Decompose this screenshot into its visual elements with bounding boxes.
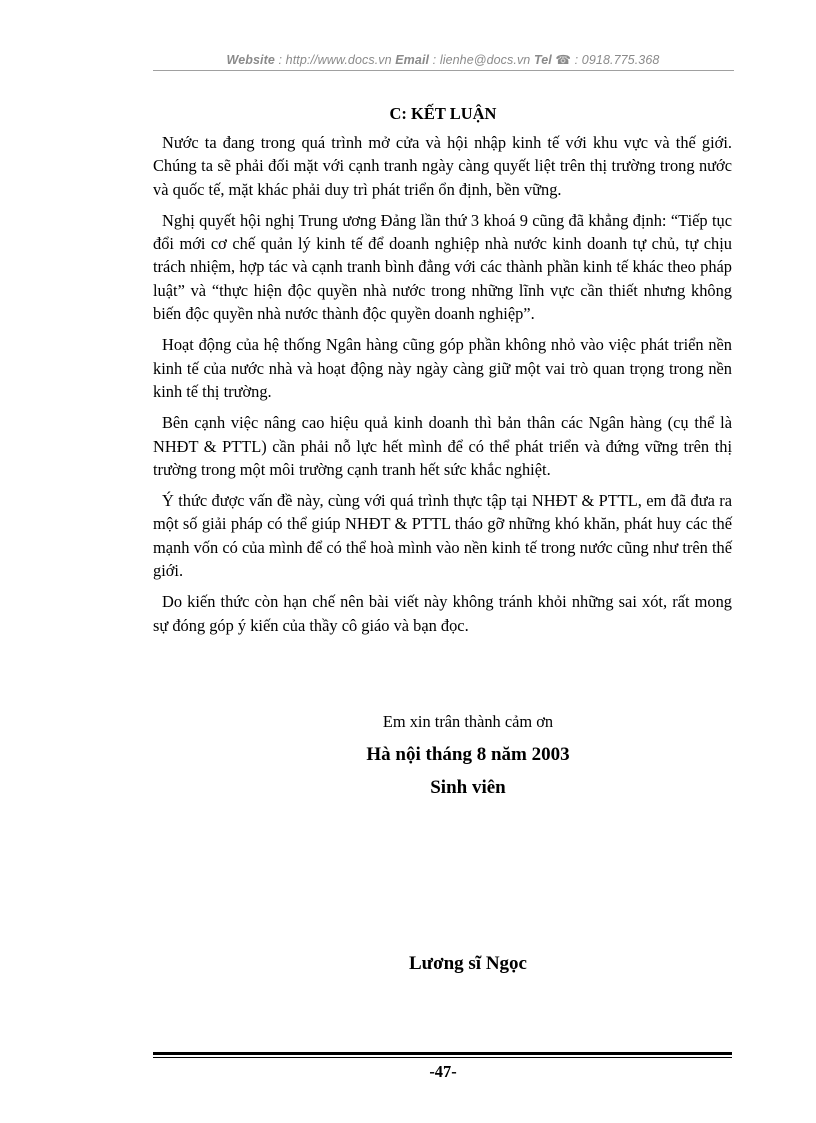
header-divider bbox=[153, 70, 734, 71]
footer-divider-thick bbox=[153, 1052, 732, 1055]
header-tel-label: Tel ☎ bbox=[533, 53, 572, 67]
closing-role: Sinh viên bbox=[430, 777, 506, 798]
header-website-label: Website bbox=[226, 53, 275, 67]
closing-thanks: Em xin trân thành cảm ơn bbox=[382, 712, 554, 731]
header-tel-value: : 0918.775.368 bbox=[571, 53, 660, 67]
page-header bbox=[0, 52, 816, 72]
section-title: C: KẾT LUẬN bbox=[389, 104, 497, 123]
header-email-label: Email bbox=[395, 53, 430, 67]
closing-place-date: Hà nội tháng 8 năm 2003 bbox=[366, 744, 570, 765]
signer-name: Lương sĩ Ngọc bbox=[409, 953, 527, 974]
footer-divider-thin bbox=[153, 1057, 732, 1058]
paragraph-2: Nghị quyết hội nghị Trung ương Đảng lần thứ 3 khoá 9 cũng đã khẳng định: “Tiếp tục đổi mới cơ chế quản lý kinh tế để doanh nghiệp nhà nước kinh doanh tự chủ, tự chịu trách nhiệm, hợp tác và cạnh tranh bình đẳng với các thành phần kinh tế khác theo pháp luật” và “thực hiện độc quyền nhà nước trong những lĩnh vực cần thiết nhưng không biến độc quyền nhà nước thành độc quyền doanh nghiệp”. bbox=[153, 210, 732, 324]
header-email-value: : lienhe@docs.vn bbox=[429, 53, 534, 67]
page-number: -47- bbox=[429, 1062, 457, 1081]
paragraph-4: Bên cạnh việc nâng cao hiệu quả kinh doanh thì bản thân các Ngân hàng (cụ thể là NHĐT & PTTL) cần phải nỗ lực hết mình để có thể phát triển và đứng vững trên thị trường trong một môi trường cạnh tranh hết sức khắc nghiệt. bbox=[153, 413, 732, 479]
paragraph-6: Do kiến thức còn hạn chế nên bài viết này không tránh khỏi những sai xót, rất mong sự đóng góp ý kiến của thầy cô giáo và bạn đọc. bbox=[153, 592, 732, 635]
paragraph-1: Nước ta đang trong quá trình mở cửa và hội nhập kinh tế với khu vực và thế giới. Chúng ta sẽ phải đối mặt với cạnh tranh ngày càng quyết liệt trên thị trường trong nước và quốc tế, mặt khác phải duy trì phát triển ổn định, bền vững. bbox=[153, 133, 732, 199]
paragraph-5: Ý thức được vấn đề này, cùng với quá trình thực tập tại NHĐT & PTTL, em đã đưa ra một số giải pháp có thể giúp NHĐT & PTTL tháo gỡ những khó khăn, phát huy các thế mạnh vốn có của mình để có thể hoà mình vào nền kinh tế trong nước cũng như trên thế giới. bbox=[153, 491, 732, 581]
header-website-value: : http://www.docs.vn bbox=[274, 53, 396, 67]
paragraph-3: Hoạt động của hệ thống Ngân hàng cũng góp phần không nhỏ vào việc phát triển nền kinh tế của nước nhà và hoạt động này ngày càng giữ một vai trò quan trọng trong nền kinh tế thị trường. bbox=[153, 335, 732, 401]
header-contact-line bbox=[0, 52, 816, 67]
body-text bbox=[153, 131, 732, 645]
